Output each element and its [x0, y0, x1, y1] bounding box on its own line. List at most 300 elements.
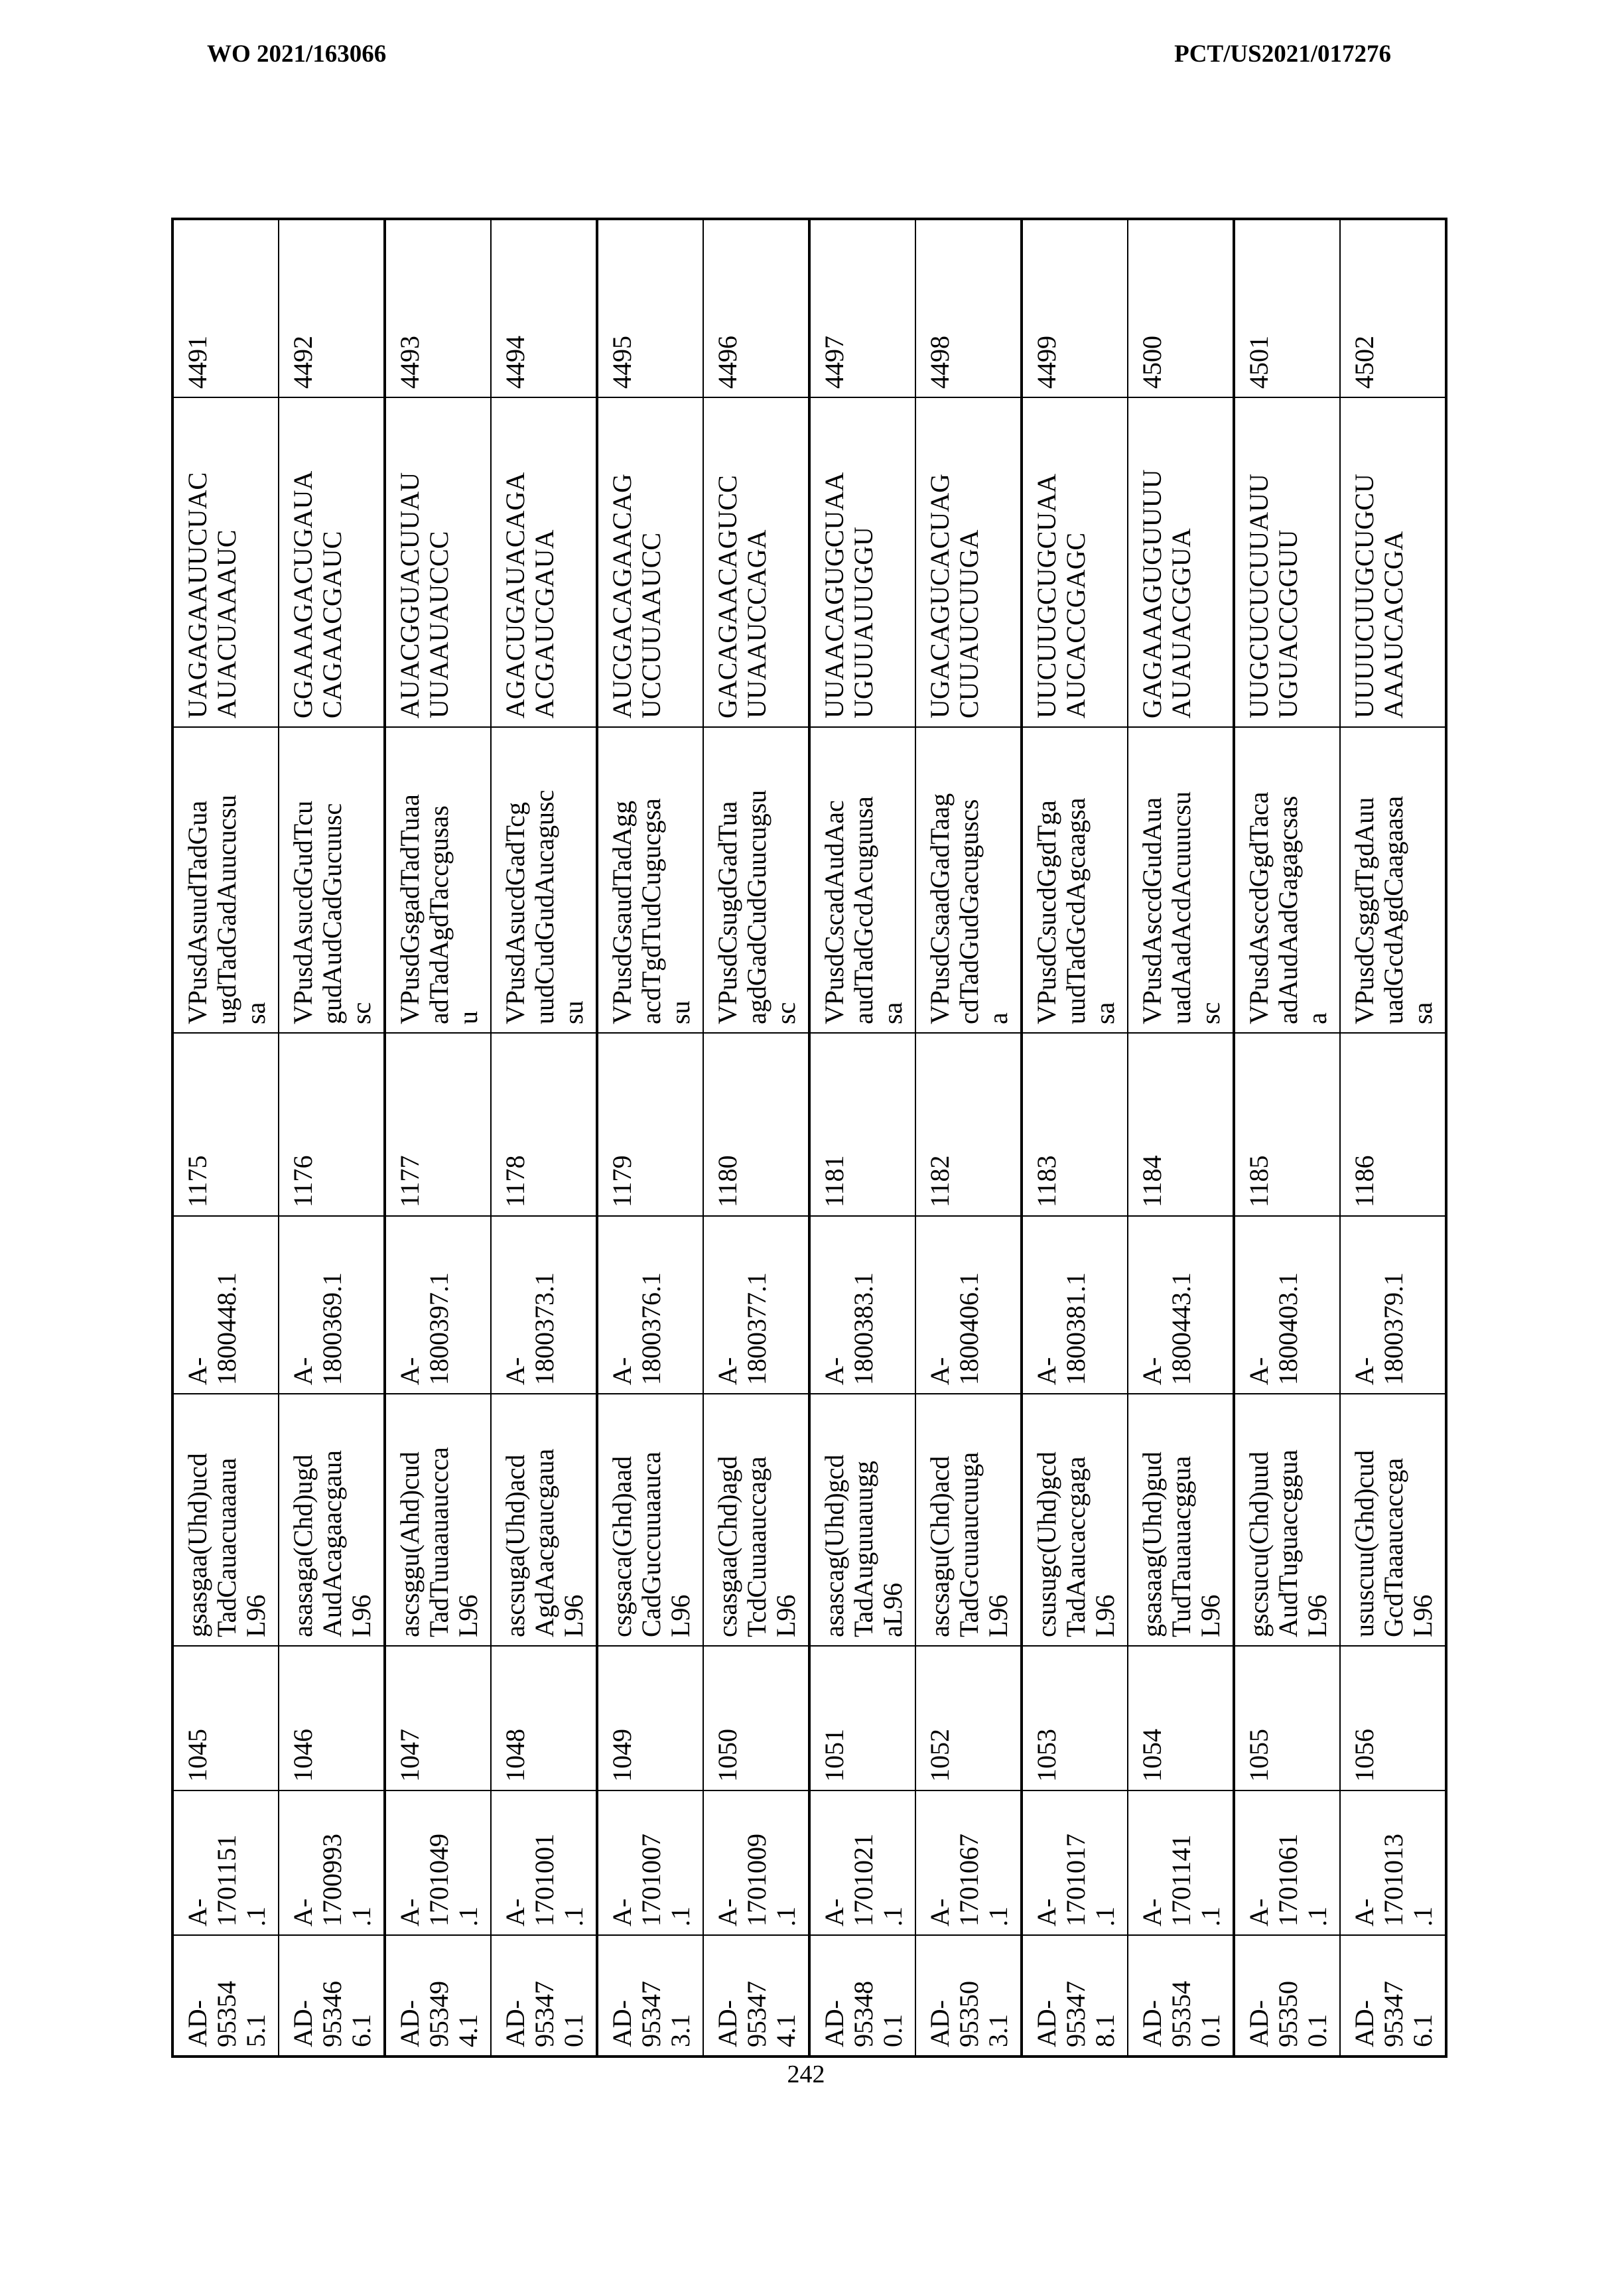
sense-seq-id-cell	[597, 1646, 703, 1790]
cell-line: TadAuguuauugg	[848, 1460, 878, 1637]
cell-line: .1	[1302, 1907, 1332, 1926]
cell-line: csgsaca(Ghd)aad	[607, 1455, 637, 1637]
cell-line: A-	[1244, 1898, 1274, 1926]
cell-line: 3.1	[665, 2014, 695, 2047]
cell-line: ususcuu(Ghd)cud	[1349, 1450, 1379, 1637]
sense-sequence-cell	[1022, 1394, 1128, 1646]
sense-id-cell	[172, 1790, 279, 1935]
cell-value: 4498	[925, 336, 955, 389]
cell-line: UUGCUCUCUUAUU	[1244, 474, 1274, 718]
cell-value: 4499	[1032, 336, 1061, 389]
cell-line: 1800381.1	[1061, 1272, 1091, 1385]
sense-id-cell	[1022, 1790, 1128, 1935]
cell-line: sc	[771, 1002, 801, 1024]
cell-line: L96	[453, 1594, 483, 1637]
table-row	[597, 219, 703, 2057]
cell-line: A-	[395, 1898, 425, 1926]
cell-line: AD-	[1137, 1999, 1167, 2047]
table-row	[1234, 219, 1340, 2057]
antisense-id-cell	[491, 1216, 597, 1394]
sense-seq-id-cell	[279, 1646, 385, 1790]
cell-value: 4494	[500, 336, 530, 389]
cell-line: .1	[1408, 1907, 1438, 1926]
cell-value: 1180	[712, 1155, 742, 1207]
duplex-id-cell	[915, 1935, 1022, 2057]
sense-sequence-cell	[1340, 1394, 1446, 1646]
sense-seq-id-cell	[915, 1646, 1022, 1790]
cell-line: 1800373.1	[529, 1272, 559, 1385]
cell-value: 4501	[1244, 336, 1274, 389]
cell-value: 1185	[1244, 1155, 1274, 1207]
cell-line: L96	[346, 1594, 376, 1637]
target-seq-id-cell	[279, 219, 385, 397]
cell-line: GACAGAACAGUCC	[712, 475, 742, 718]
cell-line: AD-	[395, 1999, 425, 2047]
cell-line: ascsggu(Ahd)cud	[395, 1452, 425, 1637]
target-sequence-cell	[172, 397, 279, 727]
cell-line: 95350	[1273, 1981, 1303, 2047]
antisense-sequence-cell	[1128, 727, 1234, 1033]
cell-line: AUACGGUACUUAU	[395, 472, 425, 718]
cell-line: CadGuccuuaauca	[636, 1452, 666, 1637]
cell-line: .1	[559, 1907, 588, 1926]
cell-line: A-	[1137, 1898, 1167, 1926]
target-seq-id-cell	[703, 219, 809, 397]
cell-line: L96	[983, 1594, 1013, 1637]
cell-line: AD-	[500, 1999, 530, 2047]
cell-value: 4502	[1349, 336, 1379, 389]
cell-value: 4500	[1137, 336, 1167, 389]
cell-line: 1701017	[1061, 1834, 1091, 1926]
target-seq-id-cell	[597, 219, 703, 397]
antisense-sequence-cell	[1340, 727, 1446, 1033]
cell-line: UUAAUAUCCC	[424, 531, 454, 718]
sense-id-cell	[809, 1790, 915, 1935]
cell-line: 95348	[848, 1981, 878, 2047]
cell-line: AD-	[712, 1999, 742, 2047]
duplex-id-cell	[279, 1935, 385, 2057]
cell-line: 1701141	[1166, 1834, 1196, 1926]
target-sequence-cell	[279, 397, 385, 727]
cell-value: 4493	[395, 336, 425, 389]
target-seq-id-cell	[1234, 219, 1340, 397]
cell-value: 1051	[819, 1729, 849, 1782]
sense-seq-id-cell	[703, 1646, 809, 1790]
antisense-seq-id-cell	[1234, 1033, 1340, 1216]
sense-seq-id-cell	[491, 1646, 597, 1790]
cell-line: L96	[1408, 1594, 1438, 1637]
cell-value: 4495	[607, 336, 637, 389]
cell-line: 95354	[212, 1981, 241, 2047]
duplex-id-cell	[1128, 1935, 1234, 2057]
cell-line: sa	[241, 1002, 271, 1024]
cell-line: 0.1	[1195, 2014, 1225, 2047]
cell-line: 1800377.1	[742, 1272, 772, 1385]
cell-line: L96	[771, 1594, 801, 1637]
cell-line: 1800403.1	[1273, 1272, 1303, 1385]
cell-line: TudTauauacggua	[1166, 1455, 1196, 1637]
cell-line: UUUUCUUGCUGCU	[1349, 474, 1379, 718]
cell-line: 1701049	[424, 1834, 454, 1926]
sense-sequence-cell	[1128, 1394, 1234, 1646]
sense-seq-id-cell	[385, 1646, 491, 1790]
antisense-id-cell	[385, 1216, 491, 1394]
cell-line: A-	[925, 1898, 955, 1926]
cell-line: 1701061	[1273, 1834, 1303, 1926]
cell-value: 1178	[500, 1155, 530, 1207]
target-seq-id-cell	[491, 219, 597, 397]
cell-value: 1055	[1244, 1729, 1274, 1782]
sense-id-cell	[915, 1790, 1022, 1935]
duplex-id-cell	[385, 1935, 491, 2057]
antisense-sequence-cell	[491, 727, 597, 1033]
cell-line: 1701001	[529, 1834, 559, 1926]
cell-line: 1701067	[954, 1834, 984, 1926]
cell-line: A-	[607, 1898, 637, 1926]
cell-line: sa	[1408, 1002, 1438, 1024]
cell-line: .1	[1090, 1907, 1120, 1926]
cell-value: 1179	[607, 1155, 637, 1207]
cell-value: 4496	[712, 336, 742, 389]
target-seq-id-cell	[1128, 219, 1234, 397]
cell-line: A-	[500, 1357, 530, 1385]
cell-line: AAAUCACCGA	[1378, 531, 1408, 718]
cell-line: 6.1	[346, 2014, 376, 2047]
antisense-seq-id-cell	[1022, 1033, 1128, 1216]
cell-line: 4.1	[453, 2014, 483, 2047]
cell-line: L96	[241, 1594, 271, 1637]
sense-sequence-cell	[1234, 1394, 1340, 1646]
cell-line: A-	[1349, 1898, 1379, 1926]
cell-line: A-	[607, 1357, 637, 1385]
cell-line: .1	[346, 1907, 376, 1926]
table-row	[1128, 219, 1234, 2057]
cell-line: 1701021	[848, 1834, 878, 1926]
target-sequence-cell	[1234, 397, 1340, 727]
cell-line: 1701007	[636, 1834, 666, 1926]
sense-sequence-cell	[809, 1394, 915, 1646]
antisense-seq-id-cell	[279, 1033, 385, 1216]
cell-line: UAGAGAAUUCUAC	[182, 472, 212, 718]
cell-line: 5.1	[241, 2014, 271, 2047]
target-sequence-cell	[809, 397, 915, 727]
cell-line: ACGAUCGAUA	[529, 529, 559, 718]
sense-id-cell	[1340, 1790, 1446, 1935]
cell-line: 1800379.1	[1378, 1272, 1408, 1385]
cell-line: L96	[559, 1594, 588, 1637]
cell-line: su	[665, 1000, 695, 1024]
antisense-id-cell	[1234, 1216, 1340, 1394]
sense-sequence-cell	[385, 1394, 491, 1646]
duplex-id-cell	[809, 1935, 915, 2057]
rotated-table-container	[171, 234, 1446, 2058]
duplex-id-cell	[597, 1935, 703, 2057]
cell-line: 1800448.1	[212, 1272, 241, 1385]
target-sequence-cell	[915, 397, 1022, 727]
cell-line: .1	[1195, 1907, 1225, 1926]
cell-line: agdGadCudGuucugsu	[742, 789, 772, 1024]
table-row	[915, 219, 1022, 2057]
cell-line: L96	[1302, 1594, 1332, 1637]
antisense-seq-id-cell	[1340, 1033, 1446, 1216]
cell-line: A-	[1244, 1357, 1274, 1385]
antisense-sequence-cell	[703, 727, 809, 1033]
antisense-sequence-cell	[809, 727, 915, 1033]
target-seq-id-cell	[1022, 219, 1128, 397]
cell-line: VPusdCsaadGadTaag	[925, 793, 955, 1024]
cell-line: csusugc(Uhd)gcd	[1032, 1452, 1061, 1637]
cell-line: 95350	[954, 1981, 984, 2047]
cell-line: ascsagu(Chd)acd	[925, 1455, 955, 1637]
table-row	[491, 219, 597, 2057]
sense-id-cell	[491, 1790, 597, 1935]
page-number: 242	[787, 2060, 825, 2088]
cell-line: VPusdAsuudTadGua	[182, 800, 212, 1024]
sense-seq-id-cell	[1128, 1646, 1234, 1790]
cell-line: 1800406.1	[954, 1272, 984, 1385]
antisense-sequence-cell	[172, 727, 279, 1033]
sense-seq-id-cell	[1234, 1646, 1340, 1790]
cell-line: AD-	[1244, 1999, 1274, 2047]
cell-line: sc	[1195, 1002, 1225, 1024]
antisense-seq-id-cell	[597, 1033, 703, 1216]
cell-line: ugdTadGadAuucucsu	[212, 795, 241, 1024]
sense-sequence-cell	[703, 1394, 809, 1646]
cell-line: acdTgdTudCugucgsa	[636, 798, 666, 1024]
cell-line: 95354	[1166, 1981, 1196, 2047]
duplex-id-cell	[1022, 1935, 1128, 2057]
cell-line: 8.1	[1090, 2014, 1120, 2047]
cell-line: A-	[182, 1898, 212, 1926]
cell-line: 4.1	[771, 2014, 801, 2047]
cell-value: 1053	[1032, 1729, 1061, 1782]
cell-line: 1701013	[1378, 1834, 1408, 1926]
cell-line: VPusdCscadAudAac	[819, 800, 849, 1024]
antisense-sequence-cell	[1234, 727, 1340, 1033]
table-row	[809, 219, 915, 2057]
cell-line: 1701009	[742, 1834, 772, 1926]
cell-line: 6.1	[1408, 2014, 1438, 2047]
cell-line: AD-	[1032, 1999, 1061, 2047]
cell-line: cdTadGudGacuguscs	[954, 799, 984, 1024]
cell-line: 0.1	[559, 2014, 588, 2047]
cell-line: 0.1	[878, 2014, 907, 2047]
cell-line: uadGcdAgdCaagaasa	[1378, 795, 1408, 1024]
antisense-id-cell	[279, 1216, 385, 1394]
antisense-seq-id-cell	[915, 1033, 1022, 1216]
cell-line: AUACUAAAUC	[212, 529, 241, 718]
duplex-id-cell	[1234, 1935, 1340, 2057]
cell-line: A-	[1032, 1898, 1061, 1926]
sense-id-cell	[597, 1790, 703, 1935]
cell-line: 1800397.1	[424, 1272, 454, 1385]
antisense-id-cell	[1340, 1216, 1446, 1394]
cell-line: L96	[665, 1594, 695, 1637]
cell-line: 95347	[529, 1981, 559, 2047]
target-seq-id-cell	[809, 219, 915, 397]
cell-line: A-	[288, 1898, 318, 1926]
cell-line: A-	[1349, 1357, 1379, 1385]
antisense-id-cell	[809, 1216, 915, 1394]
target-sequence-cell	[491, 397, 597, 727]
cell-line: 1800383.1	[848, 1272, 878, 1385]
cell-line: gsasgaa(Uhd)ucd	[182, 1453, 212, 1637]
cell-line: .1	[665, 1907, 695, 1926]
cell-line: gudAudCadGucuusc	[317, 803, 347, 1024]
antisense-id-cell	[597, 1216, 703, 1394]
cell-line: L96	[1090, 1594, 1120, 1637]
table-row	[1022, 219, 1128, 2057]
cell-value: 1045	[182, 1729, 212, 1782]
cell-line: UGUUAUUGGU	[848, 527, 878, 718]
cell-line: TadCauacuaaaua	[212, 1457, 241, 1637]
cell-line: adTadAgdTaccgusas	[424, 805, 454, 1024]
sequence-table-body	[172, 219, 1446, 2057]
cell-line: asascag(Uhd)gcd	[819, 1454, 849, 1637]
cell-line: adAudAadGagagcsas	[1273, 795, 1303, 1024]
cell-line: A-	[925, 1357, 955, 1385]
cell-value: 1176	[288, 1155, 318, 1207]
table-row	[172, 219, 279, 2057]
cell-line: 95347	[742, 1981, 772, 2047]
target-seq-id-cell	[385, 219, 491, 397]
cell-line: a	[983, 1012, 1013, 1024]
cell-line: AGACUGAUACAGA	[500, 472, 530, 718]
cell-line: VPusdAsucdGudTcu	[288, 800, 318, 1024]
cell-value: 1186	[1349, 1155, 1379, 1207]
cell-line: VPusdCsggdTgdAuu	[1349, 797, 1379, 1024]
sequence-table	[171, 218, 1447, 2058]
sense-sequence-cell	[597, 1394, 703, 1646]
antisense-seq-id-cell	[385, 1033, 491, 1216]
cell-line: GcdTaaaucaccga	[1378, 1457, 1408, 1637]
antisense-id-cell	[915, 1216, 1022, 1394]
cell-line: AD-	[607, 1999, 637, 2047]
cell-line: A-	[395, 1357, 425, 1385]
cell-line: A-	[819, 1898, 849, 1926]
cell-line: TcdCuuaauccaga	[742, 1456, 772, 1637]
cell-line: AUCGACAGAACAG	[607, 474, 637, 718]
sense-seq-id-cell	[1022, 1646, 1128, 1790]
cell-value: 1056	[1349, 1729, 1379, 1782]
sense-sequence-cell	[491, 1394, 597, 1646]
cell-line: VPusdAsucdGadTcg	[500, 802, 530, 1024]
cell-line: UUAACAGUGCUAA	[819, 472, 849, 718]
antisense-seq-id-cell	[1128, 1033, 1234, 1216]
cell-line: .1	[878, 1907, 907, 1926]
cell-line: sa	[878, 1002, 907, 1024]
cell-line: .1	[241, 1907, 271, 1926]
antisense-seq-id-cell	[809, 1033, 915, 1216]
sense-id-cell	[279, 1790, 385, 1935]
cell-line: sa	[1090, 1002, 1120, 1024]
sense-id-cell	[703, 1790, 809, 1935]
antisense-sequence-cell	[385, 727, 491, 1033]
target-seq-id-cell	[172, 219, 279, 397]
antisense-id-cell	[172, 1216, 279, 1394]
cell-line: UUCUUGCUGCUAA	[1032, 474, 1061, 718]
cell-line: L96	[1195, 1594, 1225, 1637]
antisense-id-cell	[703, 1216, 809, 1394]
sense-sequence-cell	[279, 1394, 385, 1646]
target-seq-id-cell	[915, 219, 1022, 397]
target-sequence-cell	[703, 397, 809, 727]
cell-line: sc	[346, 1002, 376, 1024]
cell-line: ascsuga(Uhd)acd	[500, 1454, 530, 1637]
target-sequence-cell	[1128, 397, 1234, 727]
sense-sequence-cell	[915, 1394, 1022, 1646]
duplex-id-cell	[703, 1935, 809, 2057]
cell-line: VPusdGsaudTadAgg	[607, 800, 637, 1024]
cell-line: asasaga(Chd)ugd	[288, 1454, 318, 1637]
cell-line: GGAAAGACUGAUA	[288, 470, 318, 718]
cell-line: AgdAacgaucgaua	[529, 1448, 559, 1637]
sense-seq-id-cell	[1340, 1646, 1446, 1790]
antisense-sequence-cell	[279, 727, 385, 1033]
cell-line: 95349	[424, 1981, 454, 2047]
cell-line: gscsucu(Chd)uud	[1244, 1452, 1274, 1637]
cell-line: UCCUUAAUCC	[636, 532, 666, 718]
cell-line: TadGcuuaucuuga	[954, 1452, 984, 1637]
cell-line: CUUAUCUUGA	[954, 529, 984, 718]
table-row	[703, 219, 809, 2057]
cell-value: 1182	[925, 1155, 955, 1207]
table-row	[1340, 219, 1446, 2057]
cell-line: AD-	[1349, 1999, 1379, 2047]
cell-line: 1800376.1	[636, 1272, 666, 1385]
cell-value: 1047	[395, 1729, 425, 1782]
target-seq-id-cell	[1340, 219, 1446, 397]
sense-id-cell	[1128, 1790, 1234, 1935]
table-row	[279, 219, 385, 2057]
cell-value: 4491	[182, 336, 212, 389]
cell-line: uudCudGudAucagusc	[529, 789, 559, 1024]
target-sequence-cell	[1022, 397, 1128, 727]
cell-line: AD-	[288, 1999, 318, 2047]
cell-value: 1046	[288, 1729, 318, 1782]
cell-line: AD-	[182, 1999, 212, 2047]
cell-line: su	[559, 1000, 588, 1024]
sense-id-cell	[1234, 1790, 1340, 1935]
cell-line: AD-	[819, 1999, 849, 2047]
cell-value: 1184	[1137, 1155, 1167, 1207]
cell-line: A-	[712, 1898, 742, 1926]
sense-seq-id-cell	[809, 1646, 915, 1790]
antisense-sequence-cell	[915, 727, 1022, 1033]
cell-line: AUAUACGGUA	[1166, 528, 1196, 718]
duplex-id-cell	[491, 1935, 597, 2057]
cell-line: 1701151	[212, 1834, 241, 1926]
target-sequence-cell	[1340, 397, 1446, 727]
publication-number: WO 2021/163066	[207, 40, 387, 68]
cell-line: a	[1302, 1012, 1332, 1024]
cell-line: GAGAAAGUGUUUU	[1137, 469, 1167, 718]
table-row	[385, 219, 491, 2057]
cell-line: A-	[712, 1357, 742, 1385]
cell-line: UGACAGUCACUAG	[925, 474, 955, 718]
cell-value: 1052	[925, 1729, 955, 1782]
antisense-sequence-cell	[597, 727, 703, 1033]
cell-value: 1181	[819, 1155, 849, 1207]
cell-value: 1054	[1137, 1729, 1167, 1782]
cell-line: VPusdCsugdGadTua	[712, 801, 742, 1024]
cell-line: AD-	[925, 1999, 955, 2047]
antisense-seq-id-cell	[491, 1033, 597, 1216]
cell-line: 95347	[636, 1981, 666, 2047]
cell-line: 95346	[317, 1981, 347, 2047]
cell-line: AUCACCGAGC	[1061, 532, 1091, 718]
cell-line: TadAaucaccgaga	[1061, 1456, 1091, 1637]
